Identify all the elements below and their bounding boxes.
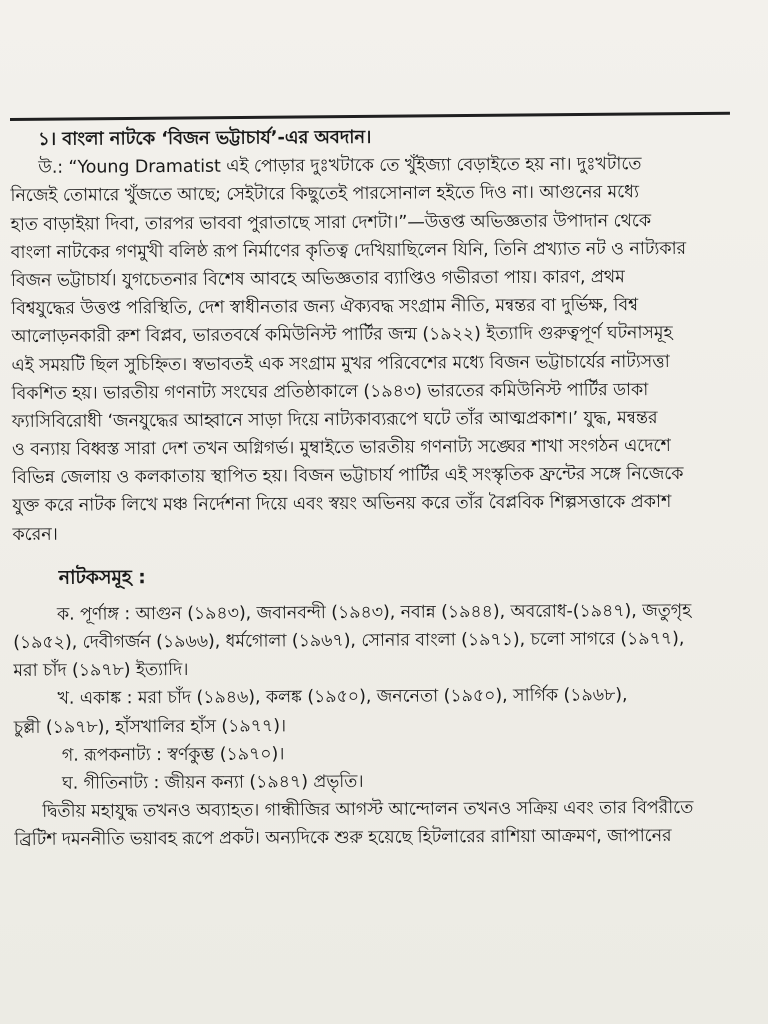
answer-line: ফ্যাসিবিরোধী ‘জনযুদ্ধের আহ্বানে সাড়া দিয়ে নাট্যকাব্যরূপে ঘটে তাঁর আত্মপ্রকাশ।’ যুদ্ধ, মন্বন্তর [11,407,658,432]
answer-line: হাত বাড়াইয়া দিবা, তারপর ভাববা পুরাতাছে সারা দেশটা।”—উত্তপ্ত অভিজ্ঞতার উপাদান থেকে [10,210,652,235]
plays-category-full-length: ক. পূর্ণাঙ্গ : আগুন (১৯৪৩), জবানবন্দী (১৯৪৩), নবান্ন (১৯৪৪), অবরোধ-(১৯৪৭), জতুগৃহ [56,600,692,625]
answer-line: করেন। [12,524,58,545]
answer-line: যুক্ত করে নাটক লিখে মঞ্চ নির্দেশনা দিয়ে এবং স্বয়ং অভিনয় করে তাঁর বৈপ্লবিক শিল্পসত্তাকে প্রকাশ [12,492,672,517]
answer-line: বিকশিত হয়। ভারতীয় গণনাট্য সংঘের প্রতিষ্ঠাকালে (১৯৪৩) ভারতের কমিউনিস্ট পার্টির ডাকা [11,379,649,404]
answer-line: নিজেই তোমারে খুঁজতে আছে; সেইটারে কিছুতেই পারসোনাল হইতে দিও না। আগুনের মধ্যে [10,182,639,207]
answer-line: আলোড়নকারী রুশ বিপ্লব, ভারতবর্ষে কমিউনিস্ট পার্টির জন্ম (১৯২২) ইত্যাদি গুরুত্বপূর্ণ ঘটনাসমূহ [11,323,673,348]
plays-category-musical: ঘ. গীতিনাট্য : জীয়ন কন্যা (১৯৪৭) প্রভৃতি। [61,771,364,794]
answer-line: বিভিন্ন জেলায় ও কলকাতায় স্থাপিত হয়। বিজন ভট্টাচার্য পার্টির এই সংস্কৃতিক ফ্রন্টের সঙ্গে নিজেকে [12,464,684,489]
answer-line: এই সময়টি ছিল সুচিহ্নিত। স্বভাবতই এক সংগ্রাম মুখর পরিবেশের মধ্যে বিজন ভট্টাচার্যের নাট্যসত্তা [11,351,670,376]
top-rule-divider [10,112,730,121]
plays-line: চুল্লী (১৯৭৮), হাঁসখালির হাঁস (১৯৭৭)। [13,715,287,738]
question-heading: ১। বাংলা নাটকে ‘বিজন ভট্টাচার্য’-এর অবদান। [38,126,372,150]
closing-paragraph-line: ব্রিটিশ দমননীতি ভয়াবহ রূপে প্রকট। অন্যদিকে শুরু হয়েছে হিটলারের রাশিয়া আক্রমণ, জাপানের [14,826,672,851]
page-text-block [10,121,752,854]
answer-line: বিশ্বযুদ্ধের উত্তপ্ত পরিস্থিতি, দেশ স্বাধীনতার জন্য ঐক্যবদ্ধ সংগ্রাম নীতি, মন্বন্তর বা দুর্ভিক্ষ, বিশ্ব [11,295,639,320]
plays-category-one-act: খ. একাঙ্ক : মরা চাঁদ (১৯৪৬), কলঙ্ক (১৯৫০), জননেতা (১৯৫০), সার্গিক (১৯৬৮), [57,685,628,710]
answer-line: বাংলা নাটকের গণমুখী বলিষ্ঠ রূপ নির্মাণের কৃতিত্ব দেখিয়াছিলেন যিনি, তিনি প্রখ্যাত নট ও নাট্যকার [10,238,687,263]
answer-line: বিজন ভট্টাচার্য। যুগচেতনার বিশেষ আবহে অভিজ্ঞতার ব্যাপ্তিও গভীরতা পায়। কারণ, প্রথম [10,267,625,291]
answer-line: উ.: “Young Dramatist এই পোড়ার দুঃখটাকে তে খুঁইজ্যা বেড়াইতে হয় না। দুঃখটাতে [38,154,642,179]
plays-line: মরা চাঁদ (১৯৭৮) ইত্যাদি। [13,660,189,682]
plays-heading: নাটকসমূহ : [58,565,146,589]
plays-line: (১৯৫২), দেবীগর্জন (১৯৬৬), ধর্মগোলা (১৯৬৭), সোনার বাংলা (১৯৭১), চলো সাগরে (১৯৭৭), [13,628,685,653]
closing-paragraph-line: দ্বিতীয় মহাযুদ্ধ তখনও অব্যাহত। গান্ধীজির আগস্ট আন্দোলন তখনও সক্রিয় এবং তার বিপরীতে [42,797,694,822]
plays-category-allegorical: গ. রূপকনাট্য : স্বর্ণকুম্ভ (১৯৭০)। [61,744,285,766]
answer-line: ও বন্যায় বিধ্বস্ত সারা দেশ তখন অগ্নিগর্ভ। মুম্বাইতে ভারতীয় গণনাট্য সঙ্ঘের শাখা সংগঠন এদেশে [11,436,671,461]
